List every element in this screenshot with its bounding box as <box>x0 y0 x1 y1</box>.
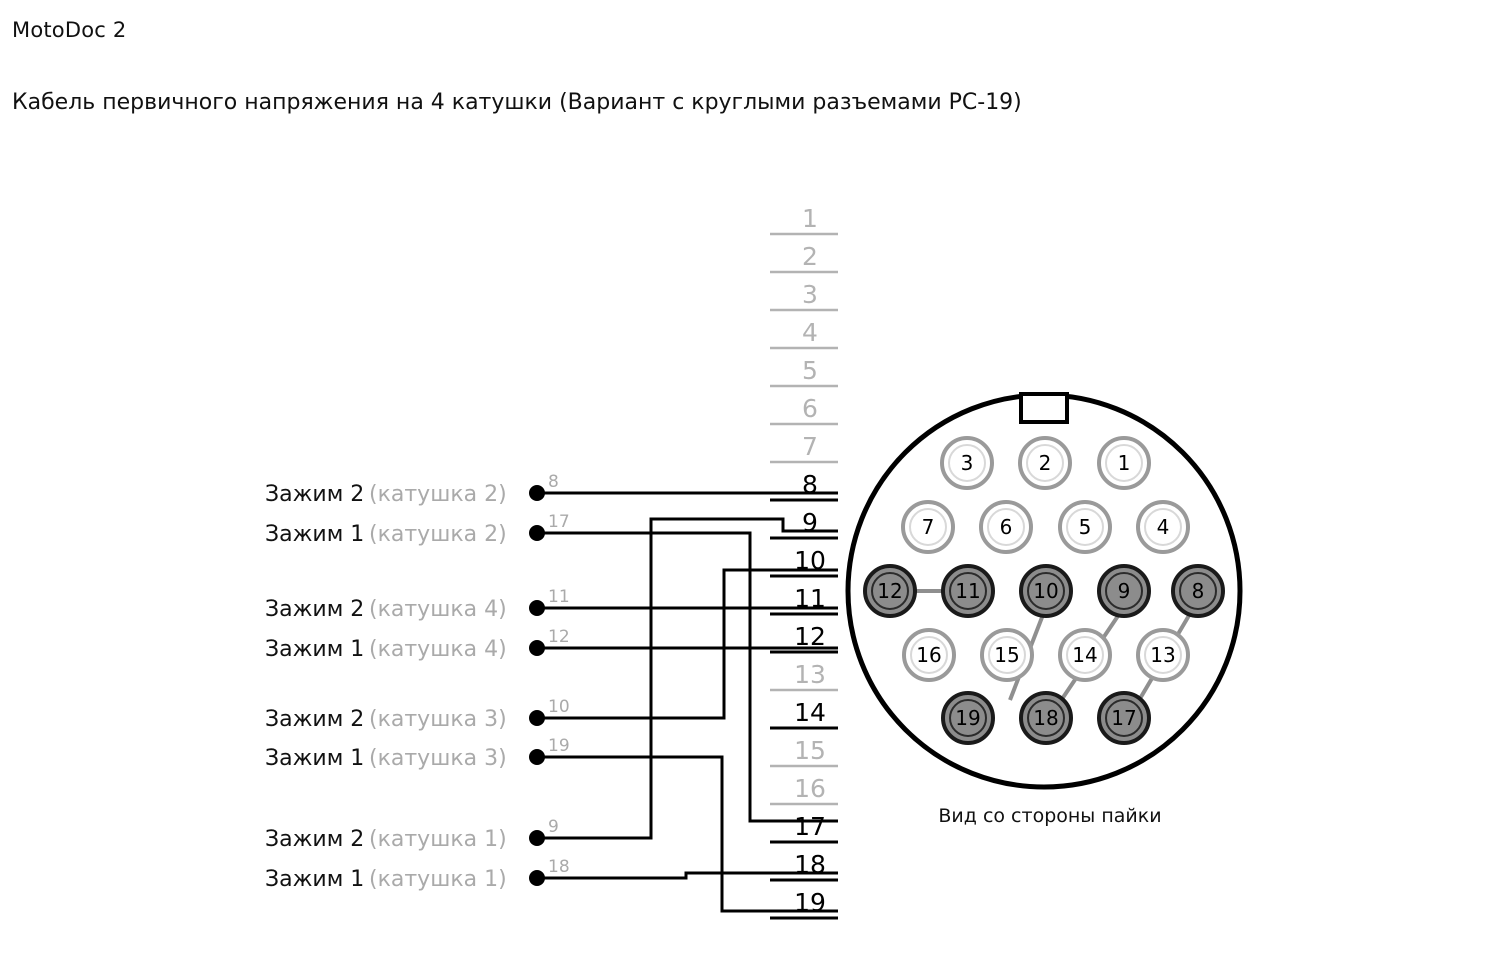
socket-pin-label: 3 <box>960 451 974 475</box>
terminal-dot[interactable] <box>529 640 545 656</box>
terminal-coil: (катушка 4) <box>369 597 507 622</box>
connector-row-number: 9 <box>802 508 818 537</box>
wire-10 <box>536 570 838 718</box>
socket-pin[interactable] <box>1138 630 1188 680</box>
terminal-name: Зажим 2 <box>265 597 365 622</box>
terminal-pin-number: 10 <box>548 697 570 717</box>
socket-pin[interactable] <box>904 630 954 680</box>
socket-pin-label: 13 <box>1150 643 1176 667</box>
wire-18 <box>536 873 838 878</box>
socket-pin[interactable] <box>1138 502 1188 552</box>
connector-row[interactable] <box>770 356 838 386</box>
socket-pin[interactable] <box>943 693 993 743</box>
connector-row-number: 10 <box>794 546 826 575</box>
socket-pin[interactable] <box>1060 502 1110 552</box>
socket-pin[interactable] <box>943 566 993 616</box>
terminal-pin-number: 19 <box>548 736 570 756</box>
connector-row[interactable] <box>770 508 838 538</box>
connector-row-number: 1 <box>802 204 818 233</box>
terminal-row[interactable] <box>265 736 570 771</box>
connector-row-number: 4 <box>802 318 818 347</box>
connector-pin-list <box>770 204 838 918</box>
terminal-row[interactable] <box>265 857 570 892</box>
socket-pin-label: 11 <box>955 579 981 603</box>
terminal-pin-number: 17 <box>548 512 570 532</box>
socket-pin[interactable] <box>981 502 1031 552</box>
connector-row-number: 6 <box>802 394 818 423</box>
connector-row-number: 12 <box>794 622 826 651</box>
terminal-coil: (катушка 1) <box>369 827 507 852</box>
socket-pin[interactable] <box>1099 438 1149 488</box>
socket-pin[interactable] <box>903 502 953 552</box>
connector-row-number: 8 <box>802 470 818 499</box>
socket-pin-label: 10 <box>1033 579 1059 603</box>
terminal-name: Зажим 2 <box>265 827 365 852</box>
terminal-row[interactable] <box>265 817 559 852</box>
terminal-dot[interactable] <box>529 830 545 846</box>
connector-row-number: 14 <box>794 698 826 727</box>
connector-row[interactable] <box>770 812 838 842</box>
terminal-row[interactable] <box>265 697 570 732</box>
terminal-coil: (катушка 3) <box>369 746 507 771</box>
connector-row-number: 5 <box>802 356 818 385</box>
terminal-pin-number: 18 <box>548 857 570 877</box>
socket-pin[interactable] <box>1173 566 1223 616</box>
connector-row[interactable] <box>770 888 838 918</box>
wire-group <box>536 493 838 911</box>
socket-pin[interactable] <box>982 630 1032 680</box>
terminal-pin-number: 11 <box>548 587 570 607</box>
connector-row-number: 18 <box>794 850 826 879</box>
connector-row-number: 2 <box>802 242 818 271</box>
terminal-dot[interactable] <box>529 485 545 501</box>
socket-pin[interactable] <box>1060 630 1110 680</box>
terminal-dot[interactable] <box>529 600 545 616</box>
terminal-coil: (катушка 2) <box>369 522 507 547</box>
socket-pin[interactable] <box>1021 693 1071 743</box>
connector-row[interactable] <box>770 318 838 348</box>
connector-row-number: 3 <box>802 280 818 309</box>
socket-pin[interactable] <box>1021 566 1071 616</box>
terminal-pin-number: 12 <box>548 627 570 647</box>
terminal-name: Зажим 2 <box>265 482 365 507</box>
connector-row[interactable] <box>770 280 838 310</box>
terminal-name: Зажим 1 <box>265 522 365 547</box>
connector-row[interactable] <box>770 432 838 462</box>
socket-pin-label: 18 <box>1033 706 1059 730</box>
connector-row[interactable] <box>770 204 838 234</box>
connector-row-number: 16 <box>794 774 826 803</box>
socket-pin-label: 5 <box>1078 515 1092 539</box>
terminal-label-list <box>265 472 570 892</box>
socket-pin-label: 6 <box>999 515 1013 539</box>
socket-pin-label: 17 <box>1111 706 1137 730</box>
connector-row-number: 17 <box>794 812 826 841</box>
socket-pin-label: 8 <box>1191 579 1205 603</box>
terminal-row[interactable] <box>265 627 570 662</box>
terminal-coil: (катушка 4) <box>369 637 507 662</box>
socket-pin[interactable] <box>1099 693 1149 743</box>
socket-pin[interactable] <box>1020 438 1070 488</box>
terminal-name: Зажим 1 <box>265 867 365 892</box>
terminal-pin-number: 8 <box>548 472 559 492</box>
terminal-coil: (катушка 3) <box>369 707 507 732</box>
connector-row-number: 11 <box>794 584 826 613</box>
terminal-dot[interactable] <box>529 870 545 886</box>
connector-row[interactable] <box>770 698 838 728</box>
document-subtitle: Кабель первичного напряжения на 4 катушки (Вариант с круглыми разъемами РС-19) <box>12 90 1022 115</box>
terminal-dot[interactable] <box>529 749 545 765</box>
socket-pin-label: 9 <box>1117 579 1131 603</box>
wire-9 <box>536 519 838 838</box>
terminal-dot[interactable] <box>529 710 545 726</box>
socket-pin[interactable] <box>865 566 915 616</box>
socket-pin-label: 1 <box>1117 451 1131 475</box>
socket-view-caption: Вид со стороны пайки <box>938 805 1162 827</box>
connector-row[interactable] <box>770 394 838 424</box>
connector-row-number: 19 <box>794 888 826 917</box>
terminal-dot[interactable] <box>529 525 545 541</box>
socket-pin[interactable] <box>942 438 992 488</box>
terminal-row[interactable] <box>265 472 559 507</box>
terminal-coil: (катушка 2) <box>369 482 507 507</box>
connector-row[interactable] <box>770 242 838 272</box>
terminal-dot-group <box>529 485 545 886</box>
socket-pin-label: 16 <box>916 643 942 667</box>
socket-pin-label: 19 <box>955 706 981 730</box>
terminal-name: Зажим 1 <box>265 746 365 771</box>
socket-pin-label: 15 <box>994 643 1020 667</box>
connector-row-number: 15 <box>794 736 826 765</box>
socket-pin-label: 14 <box>1072 643 1098 667</box>
wire-19 <box>536 757 838 911</box>
terminal-name: Зажим 2 <box>265 707 365 732</box>
connector-row-number: 7 <box>802 432 818 461</box>
connector-row-number: 13 <box>794 660 826 689</box>
socket-pin[interactable] <box>1099 566 1149 616</box>
connector-row[interactable] <box>770 774 838 804</box>
socket-pin-label: 12 <box>877 579 903 603</box>
terminal-name: Зажим 1 <box>265 637 365 662</box>
connector-row[interactable] <box>770 470 838 500</box>
connector-row[interactable] <box>770 660 838 690</box>
socket-pin-label: 7 <box>921 515 935 539</box>
socket-pin-label: 4 <box>1156 515 1170 539</box>
terminal-row[interactable] <box>265 587 570 622</box>
connector-row[interactable] <box>770 736 838 766</box>
terminal-coil: (катушка 1) <box>369 867 507 892</box>
terminal-pin-number: 9 <box>548 817 559 837</box>
connector-row[interactable] <box>770 850 838 880</box>
socket-pin-label: 2 <box>1038 451 1052 475</box>
terminal-row[interactable] <box>265 512 570 547</box>
app-title: MotoDoc 2 <box>12 18 127 42</box>
